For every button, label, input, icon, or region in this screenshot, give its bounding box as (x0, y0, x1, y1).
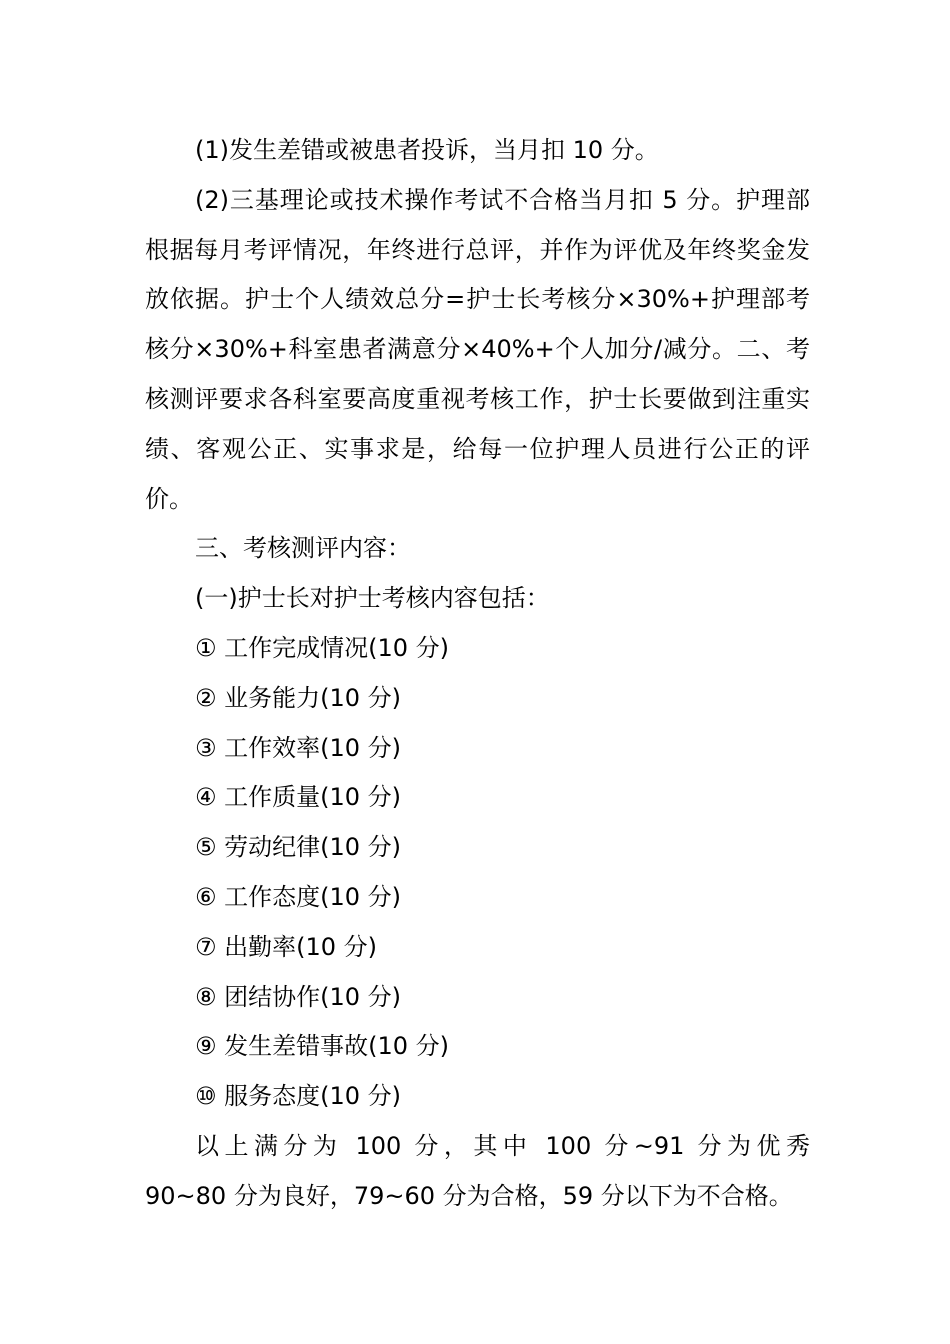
score-criteria-line-1: 以上满分为 100 分，其中 100 分~91 分为优秀 (195, 1131, 810, 1160)
list-item: ⑧ 团结协作(10 分) (195, 982, 402, 1011)
list-item: ② 业务能力(10 分) (195, 683, 402, 712)
list-item: ① 工作完成情况(10 分) (195, 633, 450, 662)
section-title-assessment-content: 三、考核测评内容： (195, 534, 411, 563)
paragraph-deduction-1: (1)发生差错或被患者投诉，当月扣 10 分。 (195, 136, 659, 164)
list-item: ⑥ 工作态度(10 分) (195, 882, 402, 911)
list-item: ⑦ 出勤率(10 分) (195, 932, 378, 961)
score-criteria-line-2: 90~80 分为良好，79~60 分为合格，59 分以下为不合格。 (145, 1181, 793, 1210)
list-item: ⑩ 服务态度(10 分) (195, 1082, 402, 1111)
subsection-title-head-nurse: (一)护士长对护士考核内容包括： (195, 584, 550, 613)
list-item: ③ 工作效率(10 分) (195, 733, 402, 762)
document-body (145, 126, 810, 1222)
list-item: ⑤ 劳动纪律(10 分) (195, 833, 402, 862)
paragraph-deduction-2: (2)三基理论或技术操作考试不合格当月扣 5 分。护理部根据每月考评情况，年终进行总评，并作为评优及年终奖金发放依据。护士个人绩效总分=护士长考核分×30%+护理部考核分×30%+科室患者满意分×40%+个人加分/减分。二、考核测评要求各科室要高度重视考核工作，护士长要做到注重实绩、客观公正、实事求是，给每一位护理人员进行公正的评价。 (145, 185, 810, 513)
list-item: ⑨ 发生差错事故(10 分) (195, 1032, 450, 1061)
list-item: ④ 工作质量(10 分) (195, 783, 402, 812)
